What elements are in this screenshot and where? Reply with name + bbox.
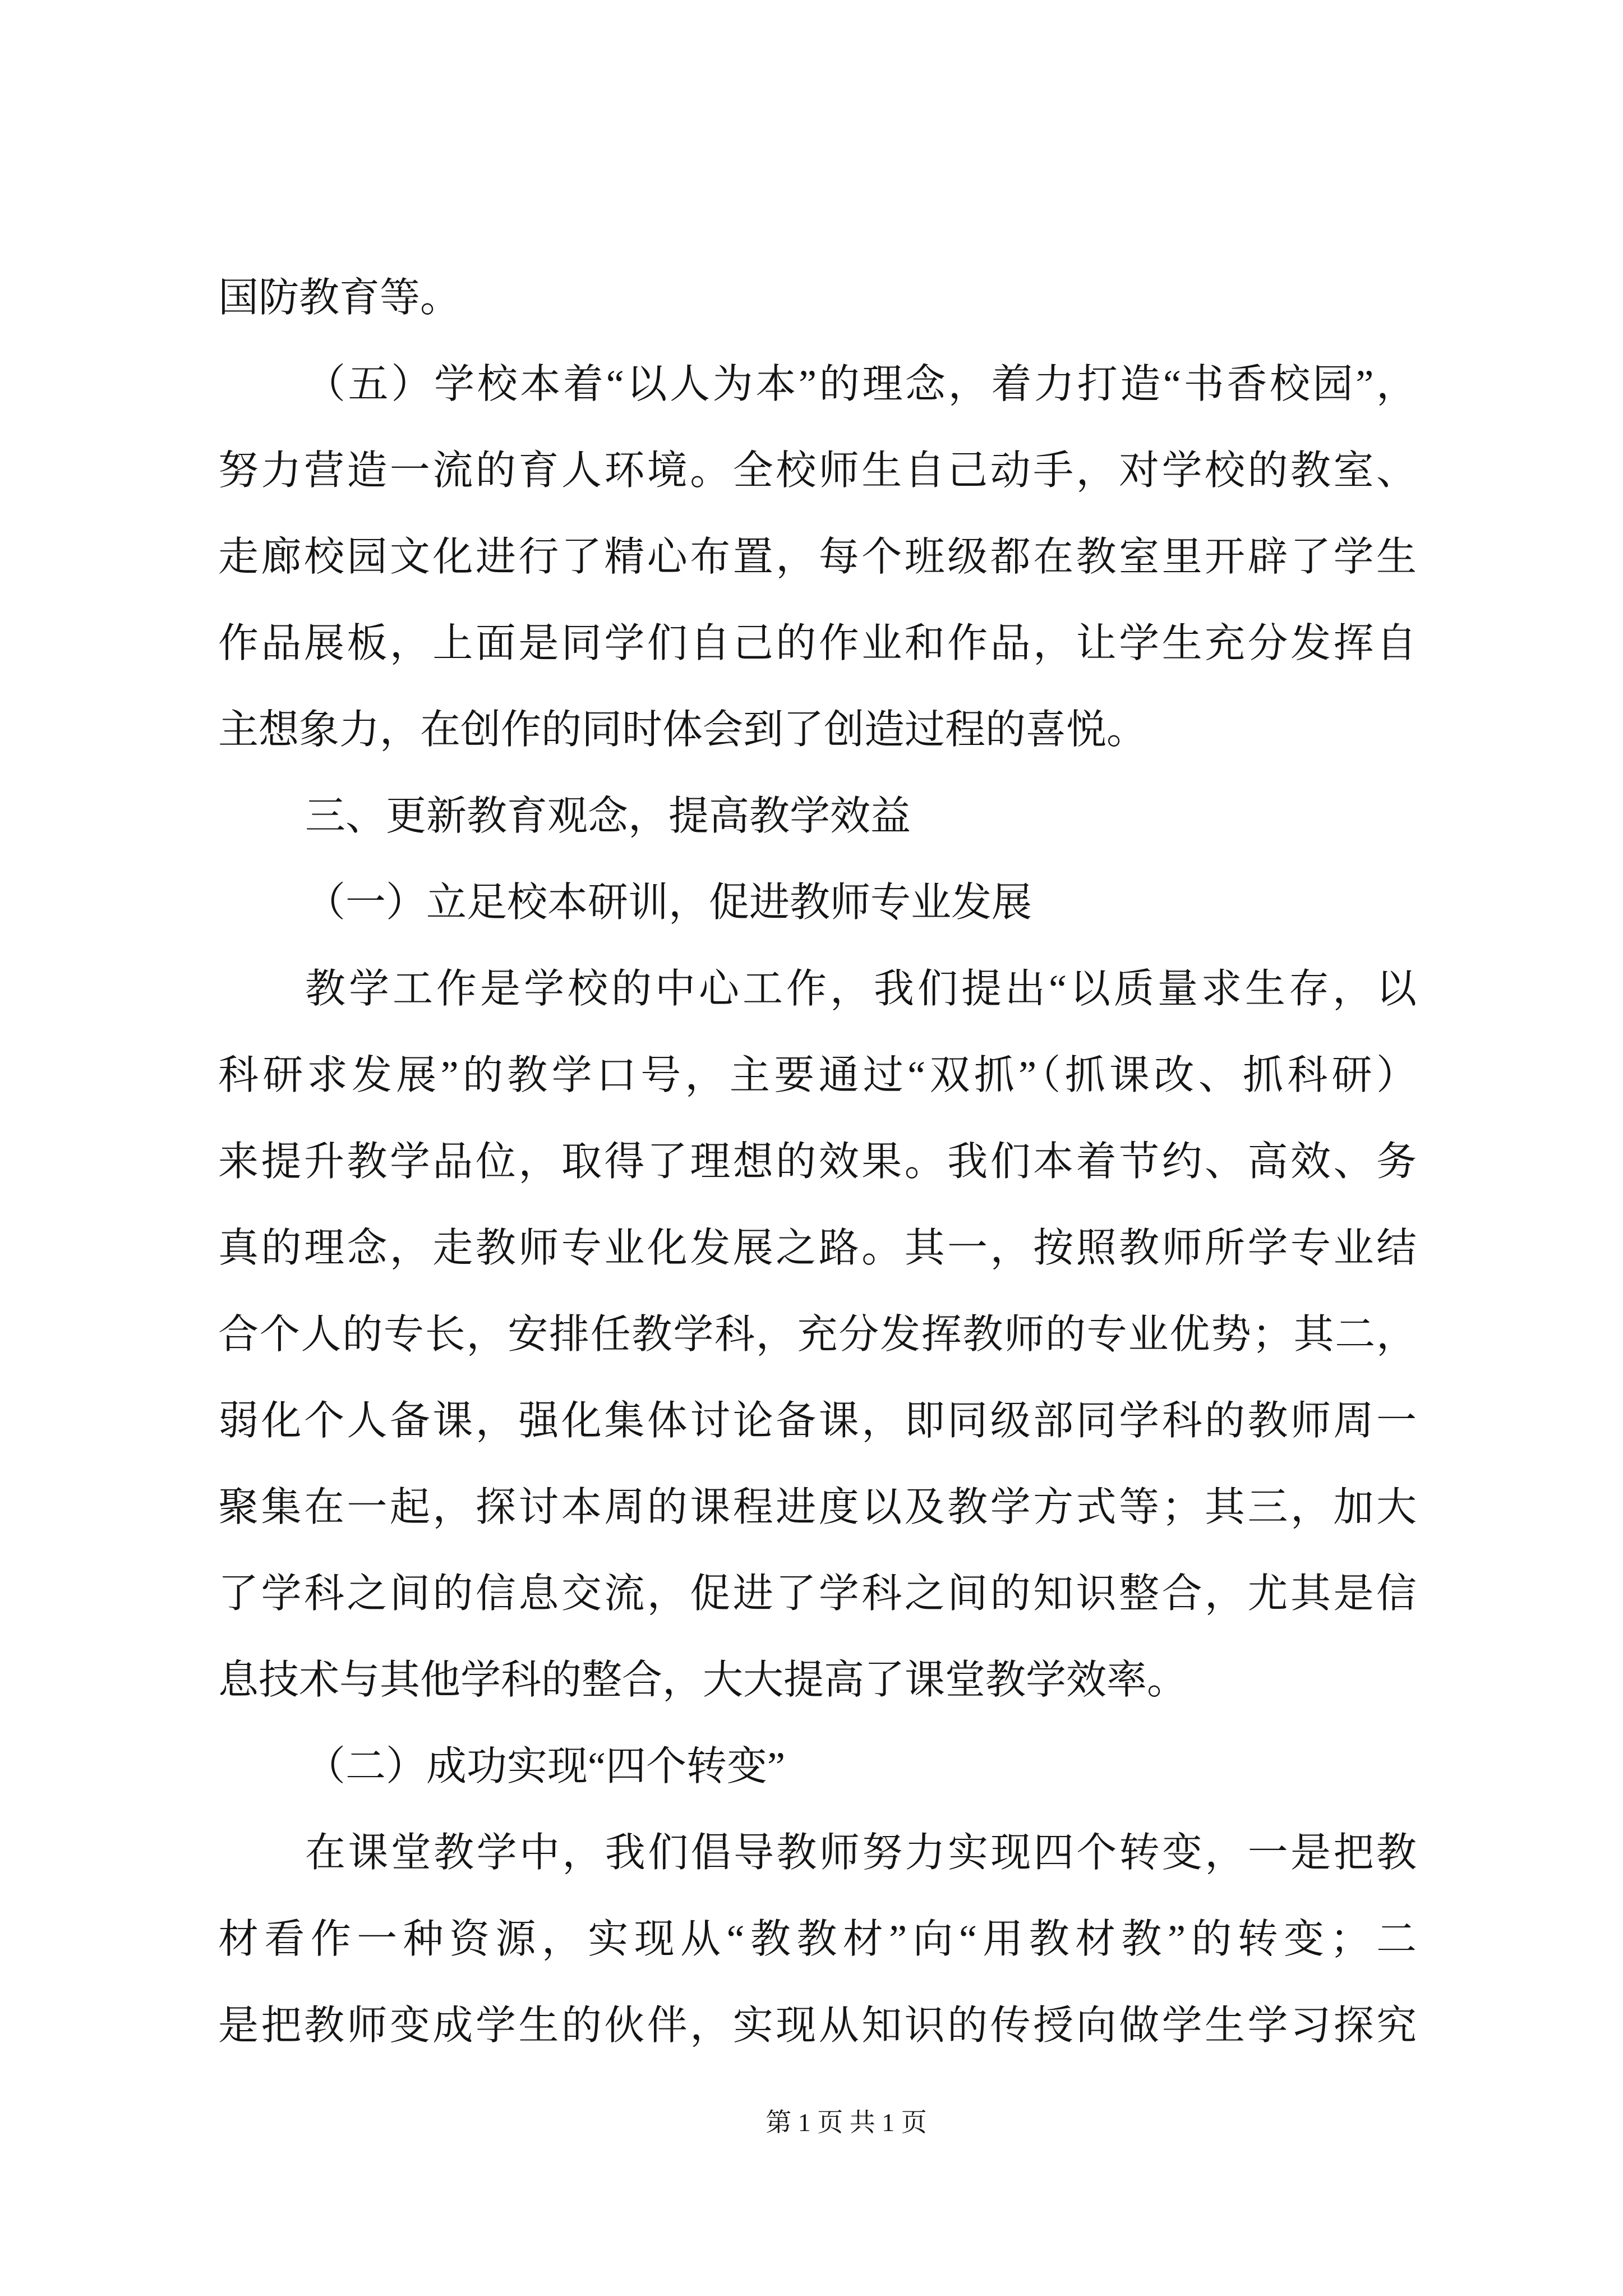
section-heading-text: 三、更新教育观念，提高教学效益 (305, 794, 911, 839)
text-line: （五）学校本着“以人为本”的理念，着力打造“书香校园”， (305, 362, 1417, 407)
text-line: 教学工作是学校的中心工作，我们提出“以质量求生存，以 (305, 967, 1417, 1011)
page-number-label: 第 1 页 共 1 页 (766, 2108, 927, 2137)
paragraph (218, 1810, 1417, 2069)
document-body (218, 255, 1417, 2069)
text-line: 作品展板，上面是同学们自己的作业和作品，让学生充分发挥自 (218, 621, 1417, 666)
text-line: 真的理念，走教师专业化发展之路。其一，按照教师所学专业结 (218, 1226, 1417, 1271)
text-line: 在课堂教学中，我们倡导教师努力实现四个转变，一是把教 (305, 1830, 1417, 1875)
text-line: 国防教育等。 (218, 275, 461, 320)
text-line: 合个人的专长，安排任教学科，充分发挥教师的专业优势；其二， (218, 1312, 1417, 1357)
subsection-heading (218, 859, 1417, 946)
paragraph (218, 946, 1417, 1723)
text-line: 了学科之间的信息交流，促进了学科之间的知识整合，尤其是信 (218, 1571, 1417, 1616)
text-line: 努力营造一流的育人环境。全校师生自己动手，对学校的教室、 (218, 448, 1417, 493)
subsection-heading-text: （一）立足校本研训，促进教师专业发展 (305, 880, 1032, 925)
text-line: 是把教师变成学生的伙伴，实现从知识的传授向做学生学习探究 (218, 2003, 1417, 2048)
page-footer (678, 2105, 1015, 2141)
text-line: 走廊校园文化进行了精心布置，每个班级都在教室里开辟了学生 (218, 535, 1417, 579)
text-line: 息技术与其他学科的整合，大大提高了课堂教学效率。 (218, 1658, 1188, 1703)
paragraph (218, 255, 1417, 341)
text-line: 主想象力，在创作的同时体会到了创造过程的喜悦。 (218, 707, 1147, 752)
section-heading (218, 773, 1417, 859)
text-line: 弱化个人备课，强化集体讨论备课，即同级部同学科的教师周一 (218, 1398, 1417, 1443)
text-line: 聚集在一起，探讨本周的课程进度以及教学方式等；其三，加大 (218, 1485, 1417, 1530)
text-line: 材看作一种资源，实现从“教教材”向“用教材教”的转变；二 (218, 1917, 1417, 1962)
subsection-heading (218, 1723, 1417, 1810)
text-line: 科研求发展”的教学口号，主要通过“双抓”（抓课改、抓科研） (218, 1053, 1417, 1098)
subsection-heading-text: （二）成功实现“四个转变” (305, 1744, 785, 1789)
paragraph (218, 341, 1417, 773)
text-line: 来提升教学品位，取得了理想的效果。我们本着节约、高效、务 (218, 1139, 1417, 1184)
